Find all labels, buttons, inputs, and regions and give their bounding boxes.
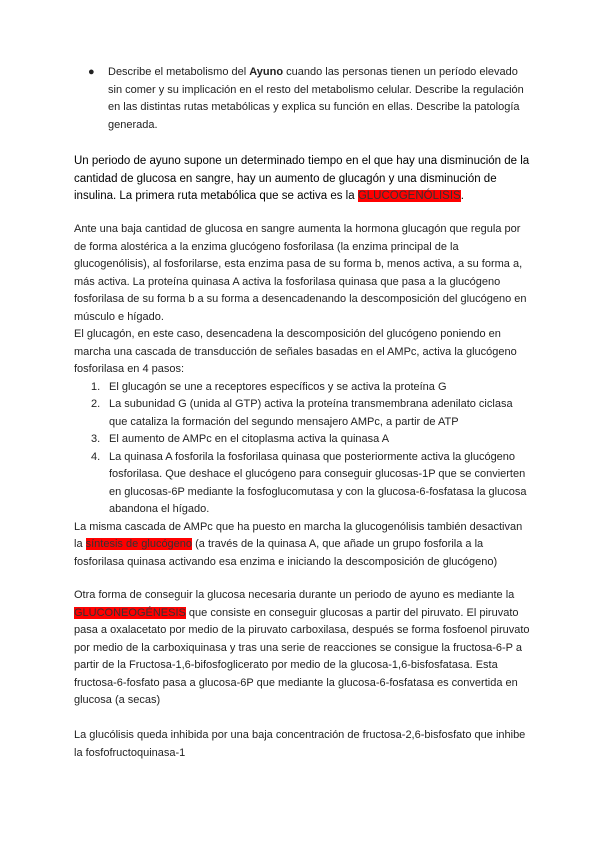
paragraph-1: Ante una baja cantidad de glucosa en sangre aumenta la hormona glucagón que regula por de forma alostérica a la enzima glucógeno fosforilasa (la enzima principal de la glucogenólisis), al fosforilarse, esta enzima pasa de su forma b, menos activa, a su forma a, más activa. La proteína quinasa A activa la fosforilasa quinasa que pasa a la glucógeno fosforilasa de su forma b a su forma a desencadenando la descomposición del glucógeno en músculo e hígado. xyxy=(74,223,527,323)
paragraph-5: La glucólisis queda inhibida por una baja concentración de fructosa-2,6-bisfosfato que inhibe la fosfofructoquinasa-1 xyxy=(74,729,526,759)
list-item: 4. La quinasa A fosforila la fosforilasa quinasa que posteriormente activa la glucógeno fosforilasa. Que deshace el glucógeno para conseguir glucosas-1P que se convierten en glucosas-6P mediante la fosfoglucomutasa y con la glucosa-6-fosfatasa la glucosa abandona el hígado. xyxy=(91,450,527,515)
question-bold: Ayuno xyxy=(249,66,284,78)
highlight-gluconeogenesis: GLUCONEOGÉNESIS xyxy=(74,606,186,619)
glycolysis-section xyxy=(74,727,532,762)
body-section xyxy=(74,221,532,571)
steps-list xyxy=(74,379,532,519)
intro-end: . xyxy=(460,190,464,202)
list-item: 3. El aumento de AMPc en el citoplasma activa la quinasa A xyxy=(91,433,390,445)
intro-text: Un periodo de ayuno supone un determinado tiempo en el que hay una disminución de la cantidad de glucosa en sangre, hay un aumento de glucagón y una disminución de insulina. La primera ruta metabólica que se activa es la xyxy=(74,155,530,202)
question-rest: cuando las personas tienen un período elevado sin comer y su implicación en el resto del metabolismo celular. Describe la regulación en las distintas rutas metabólicas y explica su función en ellas. Describe la patología generada. xyxy=(108,66,524,131)
paragraph-3: La misma cascada de AMPc que ha puesto en marcha la glucogenólisis también desactivan la síntesis de glucógeno (a través de la quinasa A, que añade un grupo fosforila a la fosforilasa quinasa activando esa enzima e iniciando la descomposición de glucógeno) xyxy=(74,520,523,568)
paragraph-4: Otra forma de conseguir la glucosa necesaria durante un periodo de ayuno es mediante la GLUCONEOGÉNESIS que consiste en conseguir glucosas a partir del piruvato. El piruvato pasa a oxalacetato por medio de la piruvato carboxilasa, después se forma fosfoenol piruvato por medio de la carboxiquinasa y tras una serie de reacciones se consigue la fructosa-6-P a partir de la Fructosa-1,6-bifosfoglicerato por medio de la glucosa-1,6-bisfosfatasa. Esta fructosa-6-fosfato pasa a glucosa-6P que mediante la glucosa-6-fosfatasa es convertida en glucosa (a secas) xyxy=(74,589,530,706)
highlight-glucogenolisis: GLUCOGENÓLISIS xyxy=(357,190,461,202)
intro-paragraph xyxy=(74,153,536,206)
list-item: 1. El glucagón se une a receptores específicos y se activa la proteína G xyxy=(91,380,447,393)
question-prefix: Describe el metabolismo del xyxy=(108,66,250,78)
question-bullet xyxy=(88,64,528,134)
paragraph-2: El glucagón, en este caso, desencadena la descomposición del glucógeno poniendo en marcha una cascada de transducción de señales basadas en el AMPc, activa la glucógeno fosforilasa en 4 pasos: xyxy=(74,328,517,375)
gluconeogenesis-section xyxy=(74,587,532,710)
bullet-dot-icon: ● xyxy=(88,66,95,78)
list-item: 2. La subunidad G (unida al GTP) activa la proteína transmembrana adenilato ciclasa que cataliza la formación del segundo mensajero AMPc, a partir de ATP xyxy=(91,398,513,428)
highlight-sintesis-glucogeno: síntesis de glucógeno xyxy=(85,538,193,550)
question-text xyxy=(108,64,528,134)
